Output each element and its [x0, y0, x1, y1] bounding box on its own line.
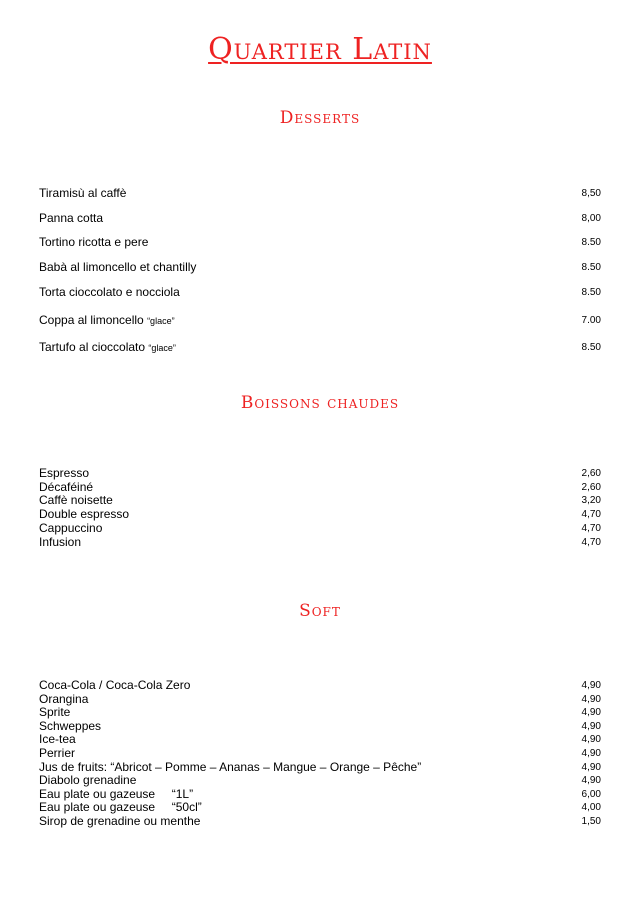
item-name	[39, 211, 103, 225]
item-price: 3,20	[581, 495, 601, 507]
item-name	[39, 285, 180, 299]
item-note: “glace”	[147, 316, 175, 326]
item-price: 2,60	[581, 481, 601, 493]
item-name	[39, 186, 126, 200]
section-title: Desserts	[279, 108, 361, 128]
item-name	[39, 787, 193, 801]
item-name	[39, 260, 196, 274]
item-price: 8.50	[581, 342, 601, 353]
item-price: 4,90	[581, 680, 601, 691]
item-name	[39, 313, 175, 328]
item-price: 8,00	[581, 213, 601, 224]
item-price: 8,50	[581, 188, 601, 199]
menu-item	[39, 678, 601, 692]
menu-item	[39, 186, 601, 200]
menu-item	[39, 211, 601, 225]
item-price: 8.50	[581, 287, 601, 298]
item-name	[39, 746, 75, 760]
item-name-text: Eau plate ou gazeuse “50cl”	[39, 800, 202, 815]
item-price: 4,90	[581, 748, 601, 759]
item-name-text: Eau plate ou gazeuse “1L”	[39, 786, 194, 801]
item-price: 4,70	[581, 509, 601, 521]
menu-item	[39, 773, 601, 787]
item-price: 4,90	[581, 775, 601, 787]
item-name	[39, 760, 421, 774]
item-name	[39, 692, 88, 706]
item-name-text: Sirop de grenadine ou menthe	[39, 814, 201, 828]
item-price: 4,00	[581, 802, 601, 814]
item-price: 6,00	[581, 788, 601, 800]
item-name-text: Coca-Cola / Coca-Cola Zero	[39, 678, 191, 692]
item-price: 4,70	[581, 522, 601, 534]
section-title: Boissons chaudes	[240, 393, 400, 413]
item-name-text: Tortino ricotta e pere	[39, 235, 149, 249]
menu-item	[39, 760, 601, 774]
menu-item	[39, 732, 601, 746]
item-name-text: Sprite	[39, 705, 71, 720]
menu-item	[39, 535, 601, 549]
item-name-text: Perrier	[39, 746, 76, 760]
menu-item	[39, 480, 601, 494]
item-name	[39, 800, 202, 814]
item-price: 1,50	[581, 816, 601, 827]
item-price: 4,90	[581, 693, 601, 705]
section-title: Soft	[299, 601, 341, 621]
menu-item	[39, 493, 601, 507]
item-name-text: Décaféiné	[39, 479, 94, 494]
item-name-text: Cappuccino	[39, 520, 103, 535]
item-price: 4,90	[581, 761, 601, 773]
item-name-text: Tiramisù al caffè	[39, 186, 127, 200]
item-price: 8.50	[581, 237, 601, 248]
item-name	[39, 705, 70, 719]
item-name-text: Infusion	[39, 534, 82, 549]
menu-item	[39, 521, 601, 535]
menu-item	[39, 705, 601, 719]
item-name-text: Schweppes	[39, 718, 102, 733]
item-name-text: Panna cotta	[39, 211, 104, 225]
item-price: 2,60	[581, 468, 601, 479]
item-name-text: Tartufo al cioccolato	[39, 340, 149, 354]
item-name	[39, 678, 190, 692]
menu-item	[39, 340, 601, 354]
item-name	[39, 773, 136, 787]
menu-item	[39, 507, 601, 521]
item-name	[39, 719, 101, 733]
menu-item	[39, 719, 601, 733]
item-name	[39, 235, 148, 249]
menu-item	[39, 313, 601, 327]
item-price: 4,70	[581, 536, 601, 548]
item-name	[39, 507, 129, 521]
menu-item	[39, 746, 601, 760]
item-name-text: Coppa al limoncello	[39, 313, 148, 327]
item-name	[39, 521, 102, 535]
item-name-text: Ice-tea	[39, 732, 76, 747]
item-name	[39, 814, 200, 828]
menu-item	[39, 692, 601, 706]
item-price: 4,90	[581, 720, 601, 732]
item-name-text: Espresso	[39, 466, 90, 480]
item-name-text: Torta cioccolato e nocciola	[39, 285, 180, 299]
menu-item	[39, 466, 601, 480]
item-price: 4,90	[581, 707, 601, 719]
item-name	[39, 535, 81, 549]
item-name-text: Orangina	[39, 691, 89, 706]
item-name	[39, 340, 176, 355]
item-name-text: Diabolo grenadine	[39, 773, 137, 788]
menu-item	[39, 787, 601, 801]
item-price: 4,90	[581, 734, 601, 746]
menu-item	[39, 285, 601, 299]
item-name	[39, 732, 76, 746]
page-title	[0, 32, 640, 67]
page-title-text: Quartier Latin	[208, 32, 432, 67]
menu-item	[39, 814, 601, 828]
item-price: 8.50	[581, 262, 601, 273]
item-name	[39, 480, 93, 494]
menu-item	[39, 235, 601, 249]
item-name-text: Caffè noisette	[39, 493, 113, 508]
item-name-text: Babà al limoncello et chantilly	[39, 260, 197, 274]
item-price: 7.00	[581, 315, 601, 326]
item-name-text: Double espresso	[39, 507, 130, 522]
item-name	[39, 466, 89, 480]
menu-item	[39, 260, 601, 274]
menu-item	[39, 800, 601, 814]
item-name-text: Jus de fruits: “Abricot – Pomme – Ananas – Mangue – Orange – Pêche”	[39, 759, 422, 774]
item-note: “glace”	[148, 343, 176, 353]
item-name	[39, 493, 113, 507]
